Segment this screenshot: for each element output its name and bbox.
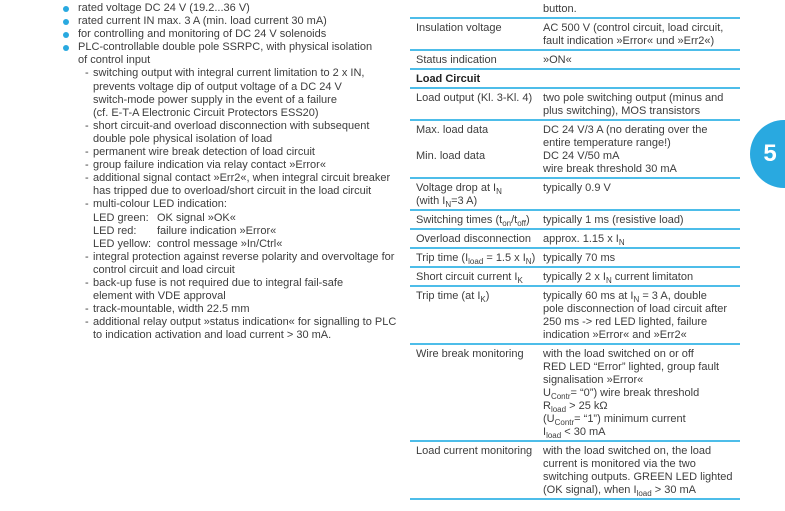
spec-value-line: RED LED “Error” lighted, group fault — [543, 360, 720, 373]
dash-bullet-icon: - — [85, 316, 89, 329]
spec-label-line: Load output (Kl. 3-Kl. 4) — [416, 91, 533, 104]
feature-line: prevents voltage dip of output voltage of a DC 24 V — [93, 80, 342, 93]
spec-value-line: $R_{load} > 25$ kΩ — [543, 399, 608, 414]
led-text: OK signal »OK« — [157, 211, 236, 224]
feature-line: (cf. E-T-A Electronic Circuit Protectors ESS20) — [93, 106, 319, 119]
spec-label — [410, 22, 543, 48]
spec-value — [543, 182, 740, 208]
spec-value-line: with the load switched on or off — [543, 347, 694, 360]
spec-value-line: plus switching), MOS transistors — [543, 104, 701, 117]
spec-label-line: Min. load data — [416, 149, 486, 162]
dash-bullet-icon: - — [85, 67, 89, 80]
spec-row — [410, 89, 740, 121]
led-text: control message »In/Ctrl« — [157, 237, 283, 250]
led-label: LED yellow: — [93, 237, 152, 250]
feature-line: to indication activation and load current > 30 mA. — [93, 329, 332, 342]
spec-value-line: entire temperature range!) — [543, 136, 671, 149]
spec-label — [410, 290, 543, 342]
spec-value — [543, 252, 740, 265]
spec-label — [410, 182, 543, 208]
spec-table — [410, 0, 740, 500]
feature-subitem — [63, 251, 415, 277]
spec-row — [410, 179, 740, 211]
spec-label — [410, 54, 543, 67]
spec-label-line: Load Circuit — [416, 72, 481, 85]
feature-subitem — [63, 316, 415, 342]
feature-line: group failure indication via relay contact »Error« — [93, 159, 326, 172]
spec-label-line: Wire break monitoring — [416, 347, 524, 360]
feature-subitem — [63, 198, 415, 250]
dash-bullet-icon: - — [85, 250, 89, 263]
spec-value-line: signalisation »Error« — [543, 373, 644, 386]
spec-row — [410, 230, 740, 249]
spec-value — [543, 214, 740, 227]
feature-item — [63, 2, 415, 15]
spec-row — [410, 211, 740, 230]
spec-value-line: $U_{Contr}=$ “0”) wire break threshold — [543, 386, 700, 401]
dash-bullet-icon: - — [85, 276, 89, 289]
spec-label — [410, 73, 484, 86]
spec-value-line: with the load switched on, the load — [543, 444, 712, 457]
feature-line: switch-mode power supply in the event of a failure — [93, 93, 337, 106]
spec-label — [410, 348, 543, 439]
spec-row — [410, 19, 740, 51]
spec-value-line: fault indication »Error« und »Err2«) — [543, 34, 715, 47]
spec-value-line: DC 24 V/3 A (no derating over the — [543, 123, 708, 136]
spec-value-line: current is monitored via the two — [543, 457, 696, 470]
spec-value-line: DC 24 V/50 mA — [543, 149, 620, 162]
led-indication-row — [93, 238, 415, 251]
feature-line: additional relay output »status indication« for signalling to PLC — [93, 316, 397, 329]
spec-label — [410, 252, 543, 265]
spec-value — [543, 290, 740, 342]
spec-label-line: Load current monitoring — [416, 444, 533, 457]
feature-subitem — [63, 172, 415, 198]
spec-label-line: Status indication — [416, 53, 497, 66]
spec-value-line: $I_{load} < 30$ mA — [543, 425, 606, 440]
spec-label — [410, 271, 543, 284]
spec-value-line: typically 60 ms at $I_N = 3$ A, double — [543, 289, 707, 304]
feature-line: integral protection against reverse polarity and overvoltage for — [93, 250, 395, 263]
led-label: LED green: — [93, 211, 149, 224]
spec-row — [410, 70, 740, 89]
feature-line: back-up fuse is not required due to integral fail-safe — [93, 276, 344, 289]
spec-value — [543, 445, 740, 497]
feature-line: short circuit-and overload disconnection with subsequent — [93, 119, 370, 132]
spec-label-line: Insulation voltage — [416, 21, 502, 34]
spec-value-line: wire break threshold 30 mA — [543, 162, 677, 175]
feature-line: multi-colour LED indication: — [93, 198, 227, 211]
spec-row — [410, 268, 740, 287]
led-indication-row — [93, 225, 415, 238]
spec-label-line: Trip time ($I_{load} = 1.5$ x $I_N$) — [416, 251, 536, 266]
spec-label-line — [416, 137, 539, 150]
spec-row — [410, 121, 740, 179]
bullet-icon — [63, 19, 69, 25]
spec-label-line: Voltage drop at $I_N$ — [416, 181, 502, 196]
spec-label-line: Short circuit current $I_K$ — [416, 270, 523, 285]
spec-label-line: Switching times $(t_{on}/t_{off})$ — [416, 213, 530, 228]
dash-bullet-icon: - — [85, 198, 89, 211]
feature-subitem — [63, 159, 415, 172]
feature-item — [63, 28, 415, 41]
feature-line: additional signal contact »Err2«, when integral circuit breaker — [93, 172, 391, 185]
spec-label-line: Overload disconnection — [416, 232, 531, 245]
spec-value — [543, 22, 740, 48]
spec-value-line: typically 0.9 V — [543, 181, 611, 194]
spec-value-line: approx. 1.15 x $I_N$ — [543, 232, 625, 247]
feature-line: has tripped due to overload/short circuit in the load circuit — [93, 185, 372, 198]
spec-row — [410, 0, 740, 19]
spec-label — [410, 124, 543, 176]
feature-line: of control input — [78, 54, 151, 67]
dash-bullet-icon: - — [85, 172, 89, 185]
feature-subitem — [63, 146, 415, 159]
led-indication-row — [93, 212, 415, 225]
feature-subitem — [63, 67, 415, 119]
spec-row — [410, 51, 740, 70]
bullet-icon — [63, 45, 69, 51]
spec-value-line: switching outputs. GREEN LED lighted — [543, 470, 733, 483]
spec-label — [410, 445, 543, 497]
spec-value — [543, 92, 740, 118]
feature-line: rated current IN max. 3 A (min. load current 30 mA) — [78, 15, 327, 28]
feature-line: for controlling and monitoring of DC 24 V solenoids — [78, 28, 327, 41]
spec-label — [410, 92, 543, 118]
bullet-icon — [63, 6, 69, 12]
feature-item — [63, 41, 415, 67]
spec-value-line: button. — [543, 2, 577, 15]
feature-subitem — [63, 120, 415, 146]
spec-value — [543, 348, 740, 439]
spec-label — [410, 3, 543, 16]
spec-value-line: typically 2 x $I_N$ current limitaton — [543, 270, 694, 285]
spec-value-line: (OK signal), when $I_{load} > 30$ mA — [543, 483, 696, 498]
spec-label — [410, 214, 543, 227]
page-number: 5 — [763, 140, 777, 167]
spec-row — [410, 345, 740, 442]
spec-label-line: Trip time (at $I_K$) — [416, 289, 490, 304]
feature-line: switching output with integral current limitation to 2 x IN, — [93, 67, 365, 80]
feature-line: permanent wire break detection of load circuit — [93, 146, 315, 159]
spec-value-line: typically 1 ms (resistive load) — [543, 213, 684, 226]
spec-value-line: indication »Error« and »Err2« — [543, 328, 687, 341]
spec-label — [410, 233, 543, 246]
features-list — [63, 2, 415, 342]
spec-row — [410, 249, 740, 268]
feature-line: control circuit and load circuit — [93, 263, 235, 276]
feature-line: element with VDE approval — [93, 290, 226, 303]
feature-subitem — [63, 303, 415, 316]
spec-value — [543, 54, 740, 67]
spec-value-line: two pole switching output (minus and — [543, 91, 724, 104]
feature-line: double pole physical isolation of load — [93, 132, 273, 145]
feature-line: rated voltage DC 24 V (19.2...36 V) — [78, 2, 250, 14]
led-label: LED red: — [93, 224, 137, 237]
dash-bullet-icon: - — [85, 303, 89, 316]
spec-label-line: Max. load data — [416, 123, 489, 136]
spec-label-line: (with $I_N=3$ A) — [416, 194, 478, 209]
spec-row — [410, 287, 740, 345]
spec-value-line: 250 ms -> red LED lighted, failure — [543, 315, 708, 328]
spec-value-line: AC 500 V (control circuit, load circuit, — [543, 21, 724, 34]
bullet-icon — [63, 32, 69, 38]
spec-value — [543, 124, 740, 176]
feature-line: PLC-controllable double pole SSRPC, with physical isolation — [78, 41, 373, 54]
dash-bullet-icon: - — [85, 159, 89, 172]
spec-value-line: typically 70 ms — [543, 251, 616, 264]
feature-subitem — [63, 277, 415, 303]
spec-row — [410, 442, 740, 500]
feature-line: track-mountable, width 22.5 mm — [93, 303, 250, 316]
spec-value — [543, 233, 740, 246]
feature-item — [63, 15, 415, 28]
dash-bullet-icon: - — [85, 119, 89, 132]
dash-bullet-icon: - — [85, 146, 89, 159]
spec-value-line: »ON« — [543, 53, 572, 66]
spec-value-line: pole disconnection of load circuit after — [543, 302, 728, 315]
spec-value — [543, 3, 740, 16]
spec-value-line: ($U_{Contr}=$ “1”) minimum current — [543, 412, 686, 427]
led-text: failure indication »Error« — [157, 224, 277, 237]
spec-value — [543, 271, 740, 284]
page-number-tab — [750, 120, 785, 188]
